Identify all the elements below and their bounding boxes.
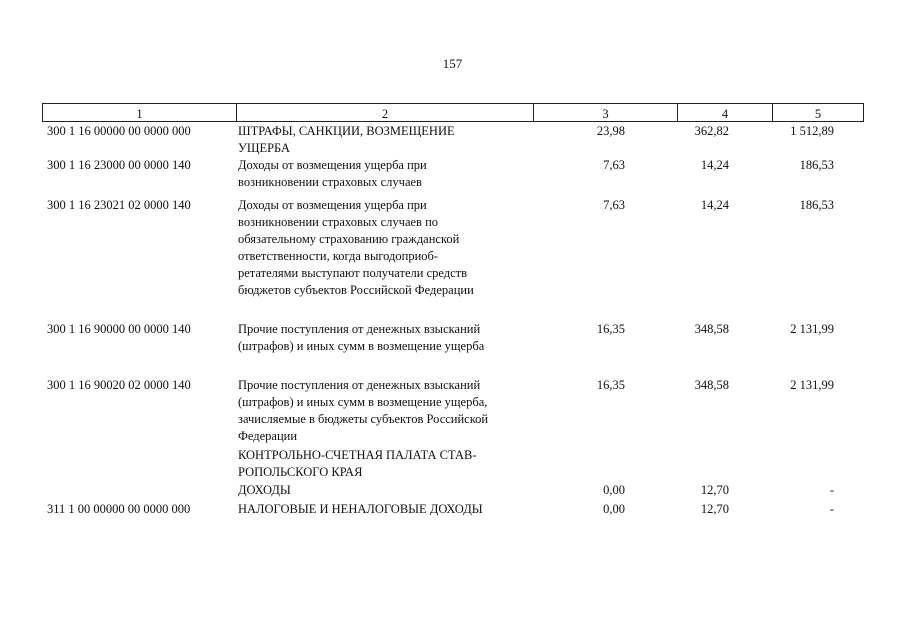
- row-code: 300 1 16 90020 02 0000 140: [47, 378, 191, 392]
- header-col-3: 3: [533, 104, 677, 121]
- row-value-col3: 7,63: [603, 158, 625, 172]
- row-name: ШТРАФЫ, САНКЦИИ, ВОЗМЕЩЕНИЕ УЩЕРБА: [238, 124, 455, 155]
- row-name: НАЛОГОВЫЕ И НЕНАЛОГОВЫЕ ДОХОДЫ: [238, 502, 483, 516]
- row-value-col4: 12,70: [700, 483, 729, 497]
- row-value-col5: 2 131,99: [790, 322, 834, 336]
- row-value-col3: 23,98: [596, 124, 625, 138]
- row-code: 311 1 00 00000 00 0000 000: [47, 502, 191, 516]
- row-value-col5: 1 512,89: [790, 124, 834, 138]
- row-code: 300 1 16 90000 00 0000 140: [47, 322, 191, 336]
- row-code: 300 1 16 23000 00 0000 140: [47, 158, 191, 172]
- row-name: Доходы от возмещения ущерба при возникновении страховых случаев: [238, 158, 427, 189]
- row-value-col3: 7,63: [603, 198, 625, 212]
- row-value-col5: -: [829, 502, 834, 516]
- header-col-2: 2: [236, 104, 533, 121]
- row-name: Прочие поступления от денежных взысканий (штрафов) и иных сумм в возмещение ущерба: [238, 322, 485, 353]
- row-value-col4: 348,58: [694, 322, 729, 336]
- row-value-col4: 14,24: [700, 198, 729, 212]
- row-value-col4: 348,58: [694, 378, 729, 392]
- header-col-5: 5: [772, 104, 863, 121]
- row-value-col3: 0,00: [603, 483, 625, 497]
- row-value-col4: 12,70: [700, 502, 729, 516]
- section-heading: КОНТРОЛЬНО-СЧЕТНАЯ ПАЛАТА СТАВ- РОПОЛЬСКОГО КРАЯ: [238, 448, 477, 479]
- row-value-col5: 186,53: [799, 198, 834, 212]
- row-value-col5: 186,53: [799, 158, 834, 172]
- row-value-col3: 16,35: [596, 322, 625, 336]
- row-code: 300 1 16 23021 02 0000 140: [47, 198, 191, 212]
- table-header: [42, 103, 864, 122]
- row-value-col4: 362,82: [694, 124, 729, 138]
- row-code: 300 1 16 00000 00 0000 000: [47, 124, 191, 138]
- row-name: Прочие поступления от денежных взысканий (штрафов) и иных сумм в возмещение ущерба, зачисляемые в бюджеты субъектов Российской Федерации: [238, 378, 489, 443]
- row-value-col5: -: [829, 483, 834, 497]
- row-value-col5: 2 131,99: [790, 378, 834, 392]
- page-number: 157: [442, 56, 463, 71]
- header-col-1: 1: [136, 107, 143, 121]
- row-name: ДОХОДЫ: [238, 483, 291, 497]
- row-name: Доходы от возмещения ущерба при возникновении страховых случаев по обязательному страхованию гражданской ответственности, когда выгодоприоб- ретателями выступают получатели средств бюджетов субъектов Российской Федерации: [238, 198, 474, 297]
- row-value-col3: 0,00: [603, 502, 625, 516]
- header-col-4: 4: [677, 104, 772, 121]
- row-value-col4: 14,24: [700, 158, 729, 172]
- row-value-col3: 16,35: [596, 378, 625, 392]
